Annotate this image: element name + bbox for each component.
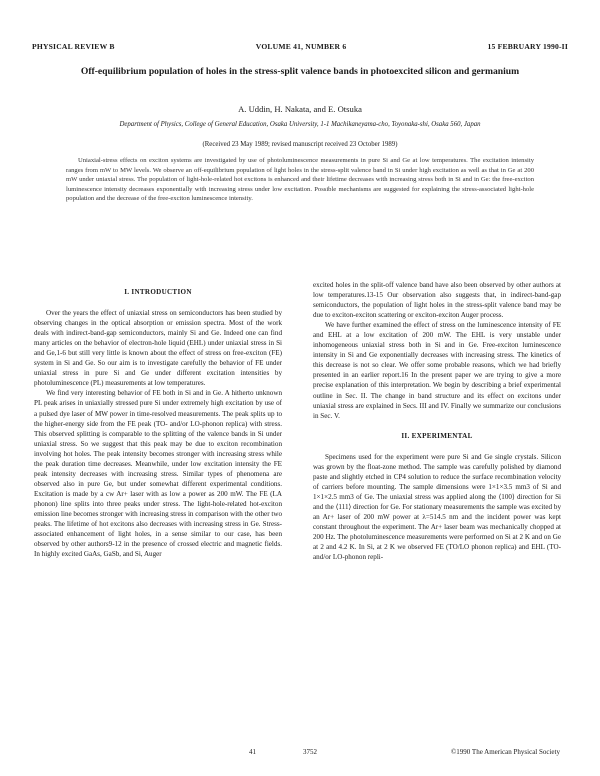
section-heading-experimental: II. EXPERIMENTAL: [401, 431, 473, 440]
paragraph: Specimens used for the experiment were pure Si and Ge single crystals. Silicon was grown by the float-zone method. The sample was carefully polished by diamond paste and slightly etched in CP4 solution to reduce the surface recombination velocity of carriers before mounting. The sample dimensions were 1×1×3.5 mm3 of Si and 1×1×2.5 mm3 of Ge. The uniaxial stress was applied along the ⟨100⟩ direction for Si and the ⟨111⟩ direction for Ge. For stationary measurements the sample was excited by an Ar+ laser of 200 mW power at λ=514.5 nm and the incident power was kept constant throughout the experiment. The Ar+ laser beam was mechanically chopped at 200 Hz. The photoluminescence measurements were performed on Si at 2 K and on Ge at 2 and 4.2 K. In Si, at 2 K we observed FE (TO/LO phonon replica) and EHL (TO- and/or LO-phonon repli-: [313, 452, 561, 562]
volume-number: VOLUME 41, NUMBER 6: [255, 42, 347, 51]
received-date: (Received 23 May 1989; revised manuscript received 23 October 1989): [202, 141, 398, 148]
author-list: A. Uddin, H. Nakata, and E. Otsuka: [238, 104, 362, 114]
paper-title: Off-equilibrium population of holes in the stress-split valence bands in photoexcited silicon and germanium: [80, 66, 520, 77]
affiliation: Department of Physics, College of General Education, Osaka University, 1-1 Machikaneyama-cho, Toyonaka-shi, Osaka 560, Japan: [119, 121, 481, 128]
issue-date: 15 FEBRUARY 1990-II: [487, 42, 568, 51]
paragraph: We find very interesting behavior of FE both in Si and in Ge. A hitherto unknown PL peak arises in uniaxially stressed pure Si under extremely high excitation by use of a pulsed dye laser of MW power in time-resolved measurements. The peak splits up to the higher-energy side from the FE peak (TO- and/or LO-phonon replica) with stress. This observed splitting is comparable to the splitting of the valence bands in Si under uniaxial stress. So we suggest that this peak may be due to exciton recombination involving hot holes. The peak intensity becomes stronger with increasing stress while the peak duration time decreases. Meanwhile, under low excitation intensity the FE peak intensity decreases with increasing stress. Similar types of phenomena are observed also in pure Ge, but under somewhat different experimental conditions. Excitation is made by a cw Ar+ laser with as low a power as 200 mW. The FE (LA phonon) line splits into three peaks under stress. The light-hole-related hot-exciton emission line becomes stronger with increasing stress in comparison with the other two peaks. The lifetime of hot excitons also decreases with increasing stress in Ge. Stress-associated enhancement of light holes, in a sense similar to our case, has been observed by other authors9-12 in the presence of crossed electric and magnetic fields. In highly excited GaAs, GaSb, and Si, Auger: [34, 389, 282, 559]
paragraph: We have further examined the effect of stress on the luminescence intensity of FE and EHL at a low excitation of 200 mW. The EHL is very unstable under inhomogeneous uniaxial stress both in Si and in Ge. Free-exciton luminescence intensity in Si and Ge exponentially decreases with increasing stress. The kinetics of this decrease is not so clear. We offer some probable reasons, which we had briefly presented in an earlier report.16 In the present paper we are trying to give a more precise explanation of this interpretation. We begin by describing a brief experimental outline in Sec. II. The change in band structure and its effect on excitons under uniaxial stress are explained in Secs. III and IV. Finally we summarize our conclusions in Sec. V.: [313, 321, 561, 420]
journal-name: PHYSICAL REVIEW B: [32, 42, 115, 51]
volume-ref: 41: [249, 748, 256, 756]
abstract: Uniaxial-stress effects on exciton systems are investigated by use of photoluminescence measurements in pure Si and Ge at low temperatures. The excitation intensity ranges from mW to MW levels. We observe an off-equilibrium population of light holes in the stress-split valence band in Si under high excitation as well as that in Ge at 200 mW under uniaxial stress. The population of light-hole-related hot excitons is enhanced and their lifetime decreases with increasing stress both in Si and in Ge: the free-exciton luminescence intensity decreases exponentially with increasing stress under low excitation. Possible mechanisms are suggested for explaining the stress-associated light-hole population and the decrease of the free-exciton luminescence intensity.: [66, 157, 534, 203]
paragraph: Over the years the effect of uniaxial stress on semiconductors has been studied by observing changes in the optical absorption or emission spectra. Most of the work deals with indirect-band-gap semiconductors, mainly Si and Ge. Indeed one can find many articles on the behavior of electron-hole liquid (EHL) under uniaxial stress in Si and Ge,1-6 but still very little is known about the effect of stress on free-exciton (FE) system in Si and Ge. So our aim is to investigate carefully the behavior of FE under uniaxial stress in pure Si and Ge under different excitation intensities by photoluminescence (PL) measurements at low temperatures.: [34, 309, 282, 388]
copyright-notice: ©1990 The American Physical Society: [450, 748, 560, 756]
right-column: [313, 280, 561, 562]
left-column: [34, 287, 282, 559]
paragraph: excited holes in the split-off valence band have also been observed by other authors at low temperatures.13-15 Our observation also suggests that, in indirect-band-gap semiconductors, the population of light holes in the stress-split valence band may be due to exciton-exciton scattering or exciton-exciton Auger process.: [313, 281, 561, 320]
page-number: 3752: [303, 748, 317, 756]
section-heading-introduction: I. INTRODUCTION: [124, 288, 192, 296]
running-head: [32, 42, 568, 51]
